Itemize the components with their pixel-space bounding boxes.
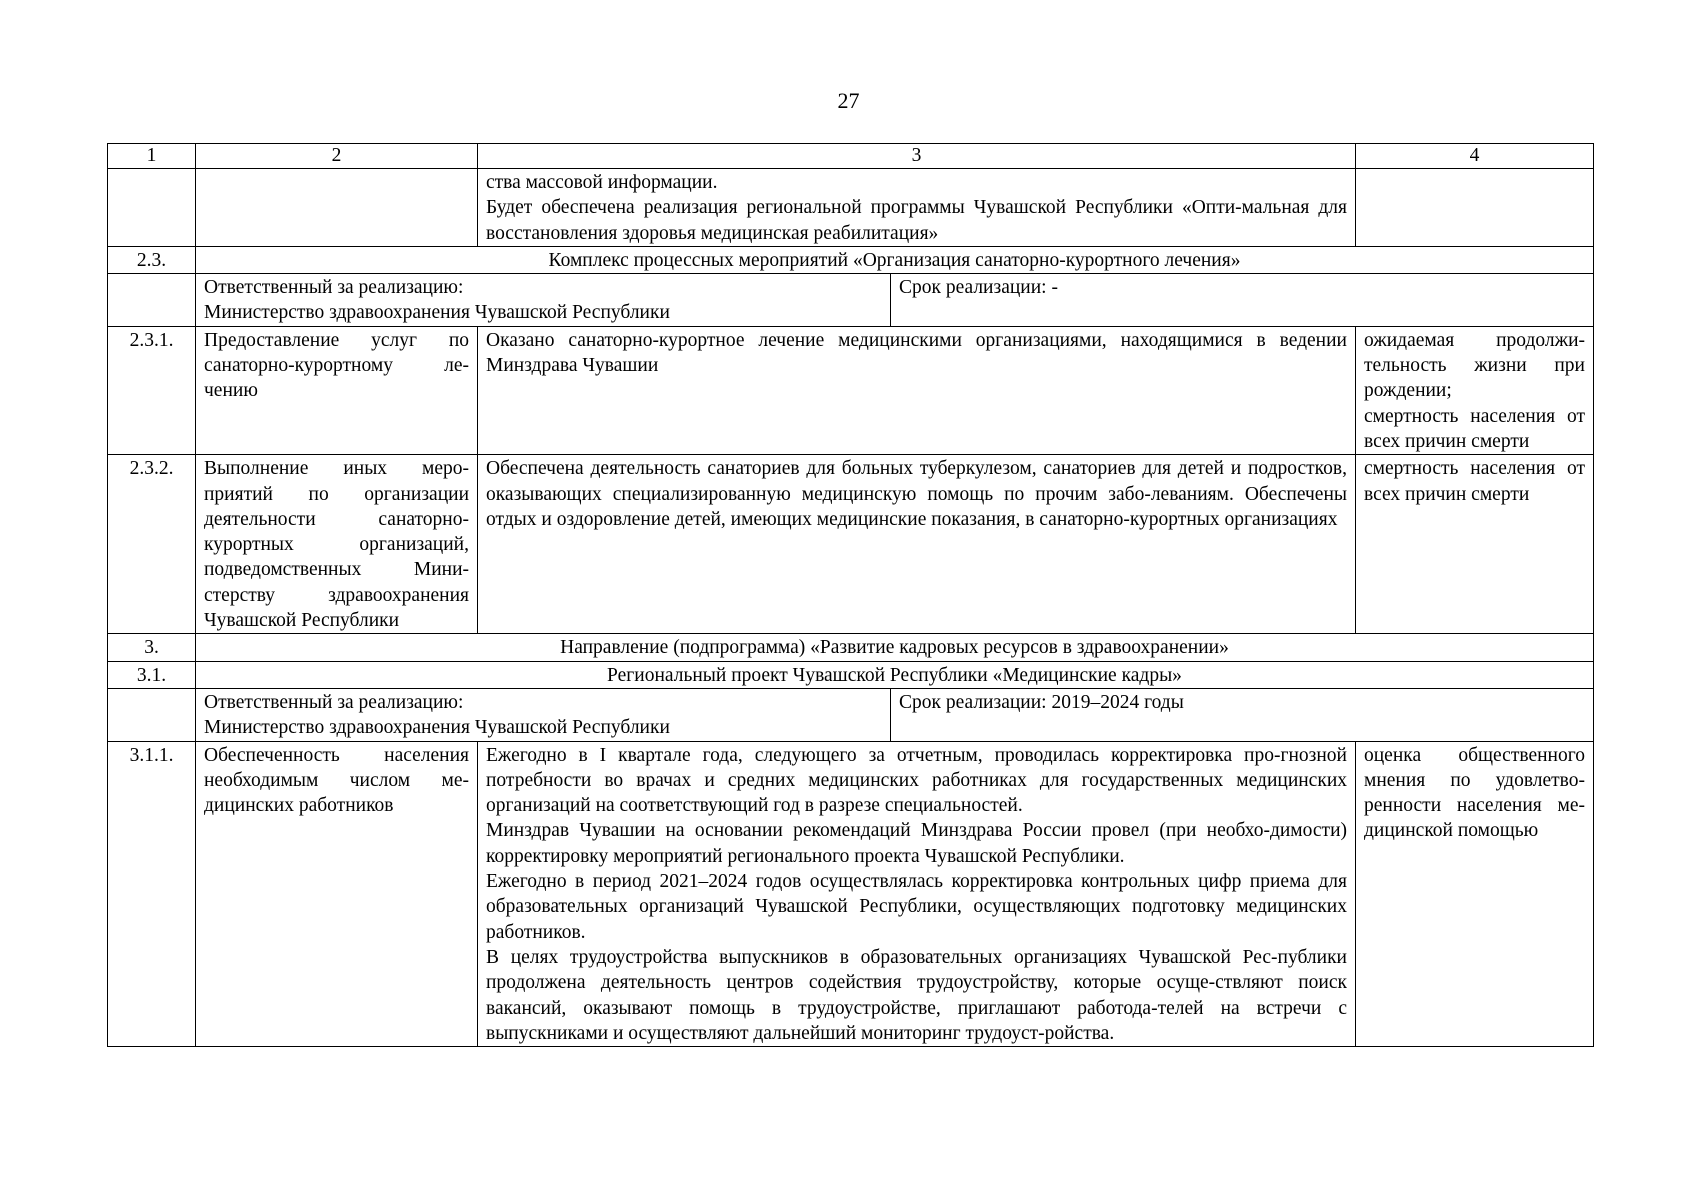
section-title: Направление (подпрограмма) «Развитие кадровых ресурсов в здравоохранении» bbox=[196, 634, 1594, 661]
row-name: Предоставление услуг по санаторно-курортному ле-чению bbox=[196, 326, 478, 454]
result-paragraph: ства массовой информации. bbox=[486, 172, 718, 193]
section-number: 3. bbox=[108, 634, 196, 661]
result-paragraph: Будет обеспечена реализация региональной программы Чувашской Республики «Опти-мальная для восстановления здоровья медицинская реабилитация» bbox=[486, 197, 1347, 244]
responsible-row-3-1 bbox=[108, 688, 1594, 741]
indicator-item: смертность населения от всех причин смерти bbox=[1364, 458, 1585, 505]
indicator-item: смертность населения от всех причин смерти bbox=[1364, 405, 1585, 452]
responsible-block bbox=[196, 689, 891, 741]
section-row-3-1 bbox=[108, 661, 1594, 688]
section-title: Комплекс процессных мероприятий «Организация санаторно-курортного лечения» bbox=[196, 246, 1594, 273]
row-number-cell bbox=[108, 688, 196, 741]
responsible-row-2-3 bbox=[108, 274, 1594, 327]
row-number: 3.1.1. bbox=[108, 741, 196, 1047]
table-row-continuation bbox=[108, 169, 1594, 247]
row-number: 2.3.1. bbox=[108, 326, 196, 454]
responsible-organization: Министерство здравоохранения Чувашской Республики bbox=[204, 717, 670, 739]
row-result: Обеспечена деятельность санаториев для больных туберкулезом, санаториев для детей и подростков, оказывающих специализированную медицинскую помощь по прочим забо-леваниям. Обеспечены отдых и оздоровление детей, имеющих медицинские показания, в санаторно-курортных организациях bbox=[478, 455, 1356, 634]
responsible-organization: Министерство здравоохранения Чувашской Республики bbox=[204, 302, 670, 324]
responsible-block bbox=[196, 274, 891, 326]
table-row-3-1-1 bbox=[108, 741, 1594, 1047]
table-row-2-3-2 bbox=[108, 455, 1594, 634]
page-number: 27 bbox=[837, 88, 860, 113]
result-paragraph: Ежегодно в период 2021–2024 годов осуществлялась корректировка контрольных цифр приема для образовательных организаций Чувашской Республики, осуществляющих подготовку медицинских работников. bbox=[486, 871, 1347, 943]
row-indicators bbox=[1356, 326, 1594, 454]
section-title: Региональный проект Чувашской Республики «Медицинские кадры» bbox=[196, 661, 1594, 688]
section-number: 2.3. bbox=[108, 246, 196, 273]
result-paragraph: Минздрав Чувашии на основании рекомендаций Минздрава России провел (при необхо-димости) корректировку мероприятий регионального проекта Чувашской Республики. bbox=[486, 820, 1347, 867]
row-number: 2.3.2. bbox=[108, 455, 196, 634]
section-row-3 bbox=[108, 634, 1594, 661]
result-paragraph: Ежегодно в I квартале года, следующего за отчетным, проводилась корректировка про-гнозной потребности во врачах и средних медицинских работниках для государственных медицинских организаций на соответствующий год в разрезе специальностей. bbox=[486, 744, 1347, 817]
implementation-term: Срок реализации: - bbox=[899, 277, 1058, 299]
row-result: Оказано санаторно-курортное лечение медицинскими организациями, находящимися в ведении Минздрава Чувашии bbox=[478, 326, 1356, 454]
section-number: 3.1. bbox=[108, 661, 196, 688]
row-indicators bbox=[1356, 455, 1594, 634]
program-table bbox=[107, 143, 1594, 1047]
row-indicators bbox=[1356, 741, 1594, 1047]
implementation-term: Срок реализации: 2019–2024 годы bbox=[899, 691, 1184, 713]
result-paragraph: В целях трудоустройства выпускников в образовательных организациях Чувашской Рес-публики продолжена деятельность центров содействия трудоустройству, которые осуще-ствляют поиск вакансий, оказывают помощь в трудоустройстве, приглашают работода-телей на встречи с выпускниками и осуществляют дальнейший мониторинг трудоуст-ройства. bbox=[486, 946, 1347, 1044]
column-number-3: 3 bbox=[478, 144, 1356, 169]
responsible-cell bbox=[196, 688, 1594, 741]
term-block bbox=[891, 689, 1593, 741]
indicator-item: ожидаемая продолжи-тельность жизни при рождении; bbox=[1364, 329, 1585, 402]
term-block bbox=[891, 274, 1593, 326]
responsible-cell bbox=[196, 274, 1594, 327]
row-result bbox=[478, 741, 1356, 1047]
column-number-4: 4 bbox=[1356, 144, 1594, 169]
row-indicator-cell bbox=[1356, 169, 1594, 247]
column-number-2: 2 bbox=[196, 144, 478, 169]
row-number-cell bbox=[108, 274, 196, 327]
indicator-item: оценка общественного мнения по удовлетво-ренности населения ме-дицинской помощью bbox=[1364, 744, 1585, 842]
responsible-label: Ответственный за реализацию: bbox=[204, 691, 464, 713]
row-result-cell bbox=[478, 169, 1356, 247]
row-name-cell bbox=[196, 169, 478, 247]
row-number-cell bbox=[108, 169, 196, 247]
row-name: Обеспеченность населения необходимым числом ме-дицинских работников bbox=[196, 741, 478, 1047]
responsible-label: Ответственный за реализацию: bbox=[204, 277, 464, 299]
row-name: Выполнение иных меро-приятий по организации деятельности санаторно-курортных организаций, подведомственных Мини-стерству здравоохранения Чувашской Республики bbox=[196, 455, 478, 634]
column-number-1: 1 bbox=[108, 144, 196, 169]
section-row-2-3 bbox=[108, 246, 1594, 273]
table-header-row bbox=[108, 144, 1594, 169]
table-row-2-3-1 bbox=[108, 326, 1594, 454]
